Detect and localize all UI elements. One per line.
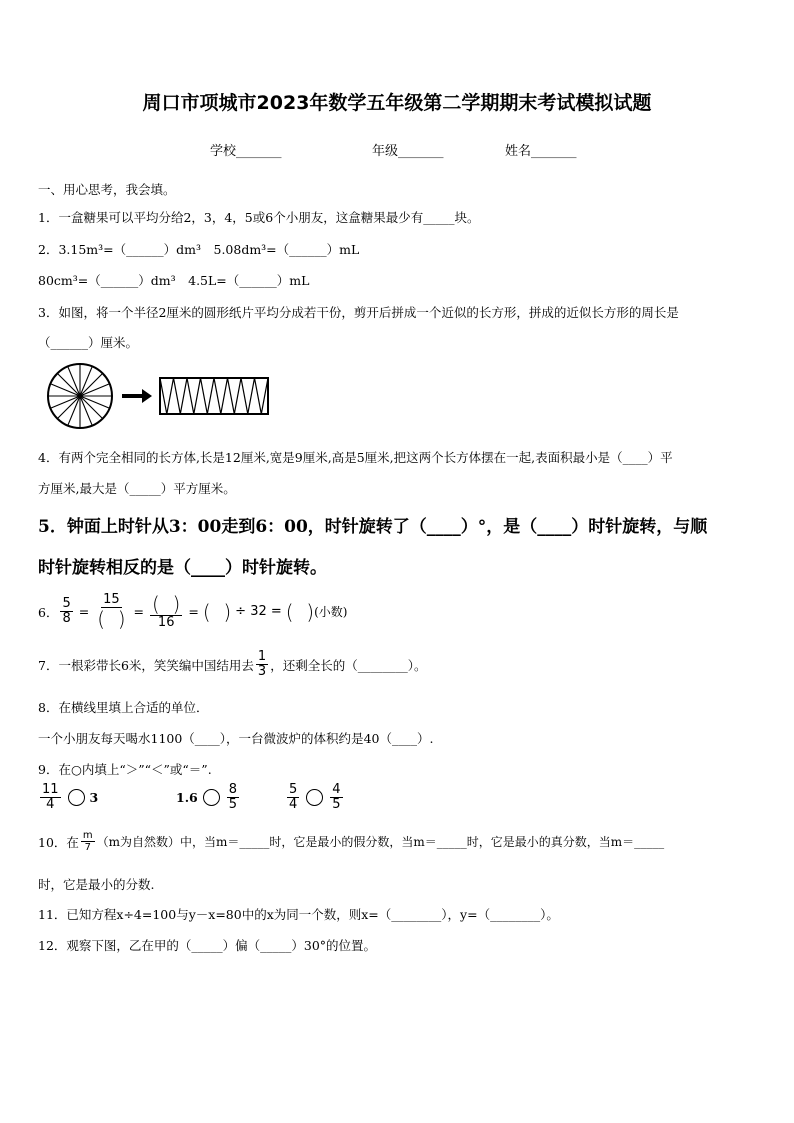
question-9-item-b — [176, 783, 241, 813]
question-3-line-2: （______）厘米。 — [38, 335, 139, 350]
numerator: 8 — [228, 782, 238, 797]
circle-spoke — [57, 373, 80, 396]
question-5-line-1: 5．钟面上时针从3：00走到6：00，时针旋转了（____）°，是（____）时针旋转，与顺 — [38, 517, 708, 537]
denominator: 7 — [84, 842, 91, 853]
denominator: 5 — [228, 797, 238, 813]
question-1: 1．一盒糖果可以平均分给2，3，4，5或6个小朋友，这盒糖果最少有_____块。 — [38, 210, 480, 225]
approx-rectangle — [160, 378, 268, 414]
circle-spoke — [80, 396, 103, 419]
numerator: 5 — [62, 596, 71, 611]
fraction-8-5 — [227, 783, 239, 813]
fraction-5-4 — [287, 783, 299, 813]
circle-to-rectangle-figure — [46, 360, 276, 432]
numerator: 11 — [42, 782, 59, 797]
fraction-1-3 — [256, 650, 268, 680]
question-9-item-a — [38, 783, 98, 813]
numerator: 5 — [289, 782, 298, 797]
question-11: 11．已知方程x÷4=100与y－x=80中的x为同一个数，则x=（________），y=（________）。 — [38, 907, 559, 922]
question-2-line-2: 80cm³=（______）dm³ 4.5L=（______）mL — [38, 273, 310, 288]
question-4-line-2: 方厘米,最大是（_____）平方厘米。 — [38, 481, 236, 496]
question-3-line-1: 3．如图，将一个半径2厘米的圆形纸片平均分成若干份，剪开后拼成一个近似的长方形，拼成的近似长方形的周长是 — [38, 305, 679, 320]
question-9-item-c — [285, 783, 345, 813]
question-7-text: 7．一根彩带长6米，笑笑编中国结用去 — [38, 657, 254, 673]
value-3: 3 — [89, 790, 99, 806]
denominator: 4 — [46, 797, 55, 813]
circle-spoke — [57, 396, 80, 419]
decimal-hint: (小数) — [314, 605, 348, 620]
question-7 — [38, 650, 426, 680]
question-4-line-1: 4．有两个完全相同的长方体,长是12厘米,宽是9厘米,高是5厘米,把这两个长方体摆在一起,表面积最小是（____）平 — [38, 450, 673, 465]
denominator: 5 — [332, 797, 341, 813]
fraction-15-blank — [95, 593, 127, 631]
question-8-line-2: 一个小朋友每天喝水1100（____），一台微波炉的体积约是40（____）. — [38, 731, 434, 746]
fraction-m-7 — [81, 830, 95, 853]
question-8-line-1: 8．在横线里填上合适的单位． — [38, 700, 209, 715]
equals-sign: = — [78, 604, 90, 620]
question-9-title: 9．在○内填上“＞”“＜”或“＝”. — [38, 762, 212, 777]
question-10-line-2: 时，它是最小的分数. — [38, 877, 155, 892]
fraction-5-8 — [60, 597, 72, 627]
question-6 — [38, 593, 347, 631]
numerator: 4 — [332, 782, 341, 797]
circle-spoke — [80, 373, 103, 396]
blank-denominator[interactable]: ( ) — [97, 607, 126, 632]
fraction-4-5 — [330, 783, 342, 813]
compare-circle-c[interactable] — [306, 789, 323, 806]
blank-decimal[interactable]: ( ) — [285, 599, 315, 624]
compare-circle-b[interactable] — [203, 789, 220, 806]
question-10-line-1 — [38, 830, 664, 853]
value-1-6: 1.6 — [176, 790, 198, 806]
question-12: 12．观察下图，乙在甲的（_____）偏（_____）30°的位置。 — [38, 938, 377, 953]
blank-numerator[interactable]: ( ) — [152, 592, 181, 616]
question-10-text: 10．在 — [38, 834, 79, 850]
question-5-line-2: 时针旋转相反的是（____）时针旋转。 — [38, 558, 327, 578]
page-title: 周口市项城市2023年数学五年级第二学期期末考试模拟试题 — [142, 92, 652, 114]
numerator: m — [82, 830, 93, 841]
denominator: 3 — [257, 664, 267, 680]
blank-dividend[interactable]: ( ) — [202, 599, 232, 624]
question-7-text-end: ，还剩全长的（________）。 — [270, 657, 427, 673]
numerator: 1 — [257, 649, 267, 664]
denominator: 4 — [289, 797, 298, 813]
question-6-label: 6． — [38, 604, 59, 620]
grade-field: 年级_______ — [372, 144, 444, 159]
equals-sign: = — [188, 604, 199, 620]
denominator: 16 — [157, 615, 175, 631]
denominator: 8 — [62, 611, 71, 627]
question-10-text-end: （m为自然数）中，当m＝_____时，它是最小的假分数，当m＝_____时，它是最小的真分数，当m＝_____ — [96, 835, 665, 849]
division-expression: ÷ 32 = — [235, 604, 282, 620]
equals-sign: = — [133, 604, 145, 620]
section-heading: 一、用心思考，我会填。 — [38, 182, 176, 197]
numerator: 15 — [103, 592, 120, 607]
sectored-circle — [48, 364, 112, 428]
school-field: 学校_______ — [210, 144, 282, 159]
name-field: 姓名_______ — [505, 144, 577, 159]
compare-circle-a[interactable] — [68, 789, 85, 806]
arrow-icon — [122, 389, 152, 403]
fraction-11-4 — [40, 783, 61, 813]
fraction-blank-16 — [150, 593, 182, 631]
question-2-line-1: 2．3.15m³=（______）dm³ 5.08dm³=（______）mL — [38, 242, 360, 257]
